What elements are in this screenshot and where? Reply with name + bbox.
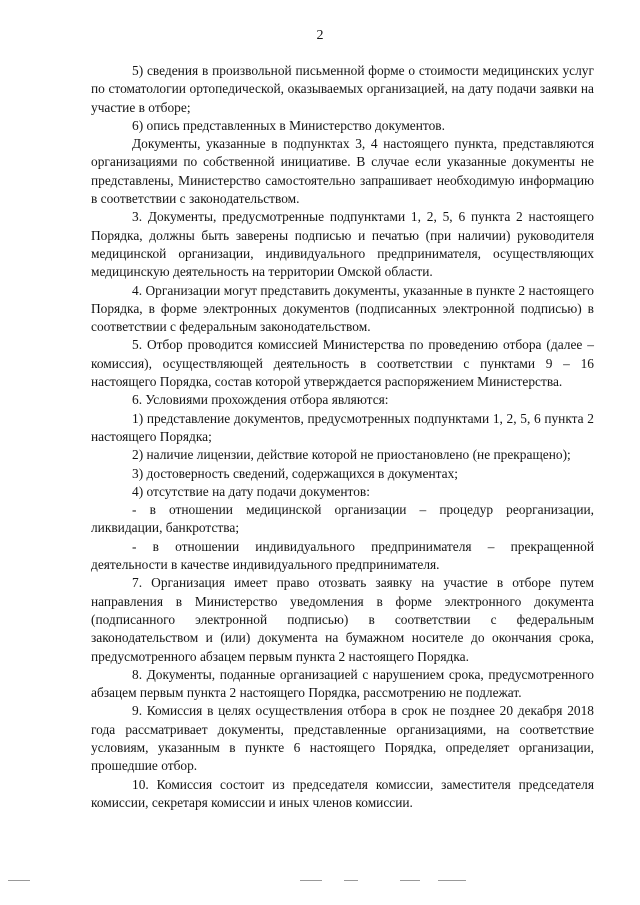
paragraph-condition-1: 1) представление документов, предусмотренных подпунктами 1, 2, 5, 6 пункта 2 настоящего Порядка; — [91, 410, 594, 444]
paragraph-condition-2: 2) наличие лицензии, действие которой не приостановлено (не прекращено); — [132, 447, 571, 463]
paragraph-item-3: 3. Документы, предусмотренные подпунктами 1, 2, 5, 6 пункта 2 настоящего Порядка, должны быть заверены подписью и печатью (при наличии) руководителя медицинской организации, индивидуального предпринимателя, осуществляющих медицинскую деятельность на территории Омской области. — [91, 209, 594, 280]
paragraph-condition-4: 4) отсутствие на дату подачи документов: — [132, 483, 370, 499]
scan-mark — [438, 880, 466, 881]
paragraph-condition-3: 3) достоверность сведений, содержащихся в документах; — [132, 465, 458, 481]
scan-mark — [400, 880, 420, 881]
paragraph-condition-4-ip: - в отношении индивидуального предпринимателя – прекращенной деятельности в качестве индивидуального предпринимателя. — [91, 538, 594, 573]
paragraph-item-8: 8. Документы, поданные организацией с нарушением срока, предусмотренного абзацем первым пункта 2 настоящего Порядка, рассмотрению не подлежат. — [91, 666, 594, 701]
scan-mark — [8, 880, 30, 881]
page-number: 2 — [316, 28, 324, 43]
scan-mark — [300, 880, 322, 881]
paragraph-documents-note: Документы, указанные в подпунктах 3, 4 настоящего пункта, представляются организациями по собственной инициативе. В случае если указанные документы не представлены, Министерство самостоятельно запрашивает необходимую информацию в соответствии с законодательством. — [91, 136, 594, 207]
paragraph-item-6: 6. Условиями прохождения отбора являются: — [132, 392, 389, 408]
paragraph-item-9: 9. Комиссия в целях осуществления отбора в срок не позднее 20 декабря 2018 года рассматривает документы, представленные организациями, на соответствие условиям, указанным в пункте 6 настоящего Порядка, определяет организации, прошедшие отбор. — [91, 703, 594, 774]
scan-mark — [344, 880, 358, 881]
scan-edge-marks — [0, 880, 640, 890]
paragraph-subitem-6: 6) опись представленных в Министерство документов. — [132, 117, 445, 133]
paragraph-condition-4-org: - в отношении медицинской организации – процедур реорганизации, ликвидации, банкротства; — [91, 502, 594, 536]
paragraph-item-7: 7. Организация имеет право отозвать заявку на участие в отборе путем направления в Министерство уведомления в форме электронного документа (подписанного электронной подписью) в соответствии с федеральным законодательством и (или) документа на бумажном носителе до окончания срока, предусмотренного абзацем первым пункта 2 настоящего Порядка. — [91, 575, 594, 664]
paragraph-subitem-5: 5) сведения в произвольной письменной форме о стоимости медицинских услуг по стоматологии ортопедической, оказываемых организацией, на дату подачи заявки на участие в отборе; — [91, 63, 594, 115]
paragraph-item-5: 5. Отбор проводится комиссией Министерства по проведению отбора (далее – комиссия), осуществляющей деятельность в соответствии с пунктами 9 – 16 настоящего Порядка, состав которой утверждается распоряжением Министерства. — [91, 337, 594, 390]
paragraph-item-10: 10. Комиссия состоит из председателя комиссии, заместителя председателя комиссии, секретаря комиссии и иных членов комиссии. — [91, 776, 594, 810]
document-body — [91, 62, 594, 812]
paragraph-item-4: 4. Организации могут представить документы, указанные в пункте 2 настоящего Порядка, в форме электронных документов (подписанных электронной подписью) в соответствии с федеральным законодательством. — [91, 282, 594, 335]
